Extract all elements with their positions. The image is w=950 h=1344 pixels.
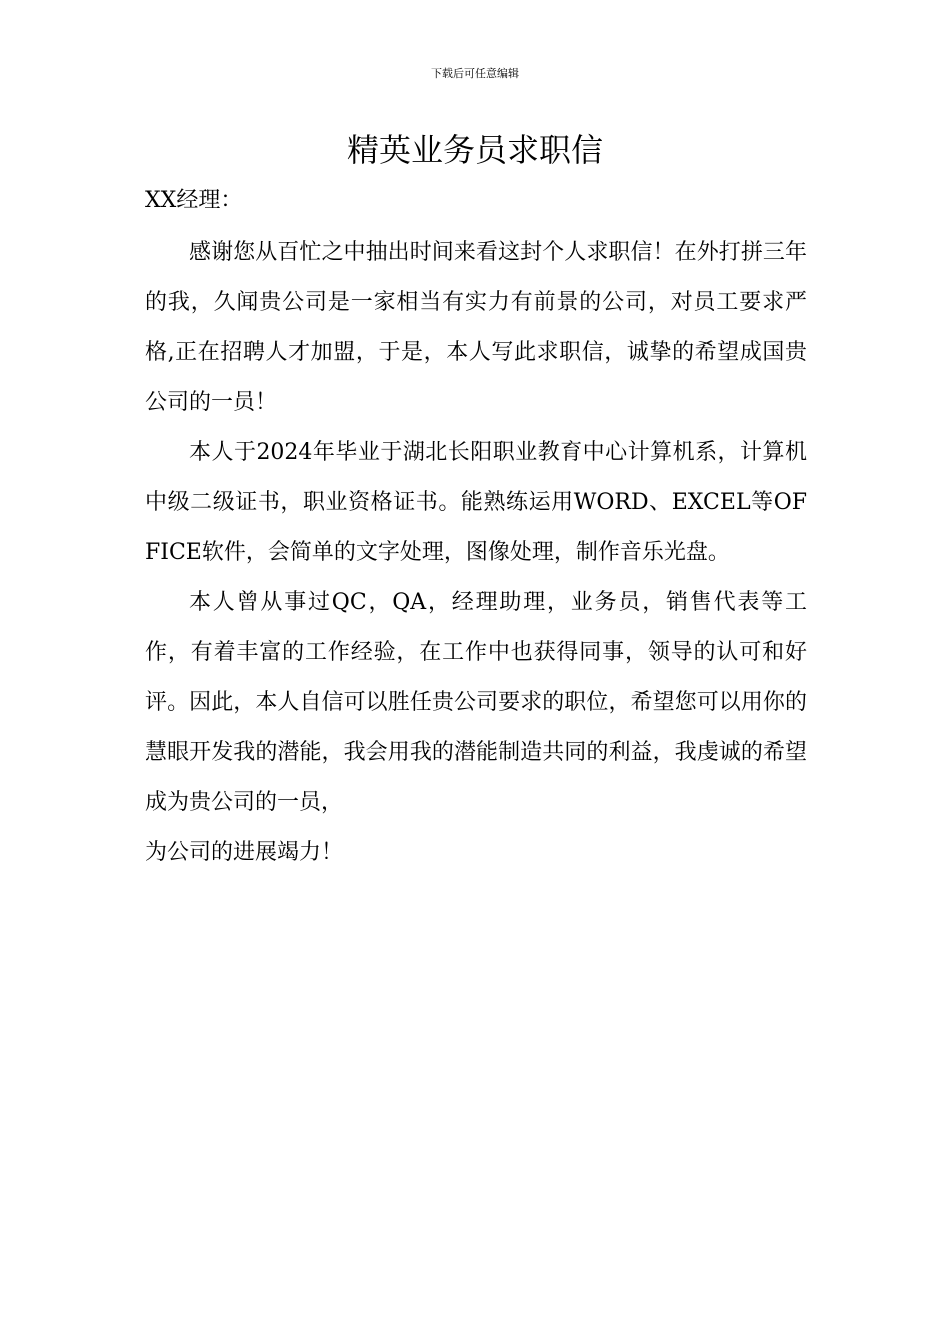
letter-body (145, 228, 807, 878)
salutation: XX经理： (145, 188, 243, 213)
paragraph-education: 本人于2024年毕业于湖北长阳职业教育中心计算机系，计算机中级二级证书，职业资格证书。能熟练运用WORD、EXCEL等OFFICE软件，会简单的文字处理，图像处理，制作音乐光盘。 (145, 440, 807, 565)
paragraph-experience: 本人曾从事过QC，QA，经理助理，业务员，销售代表等工作，有着丰富的工作经验，在工作中也获得同事，领导的认可和好评。因此，本人自信可以胜任贵公司要求的职位，希望您可以用你的慧眼开发我的潜能，我会用我的潜能制造共同的利益，我虔诚的希望成为贵公司的一员， (145, 590, 807, 815)
closing-line: 为公司的进展竭力！ (145, 840, 344, 865)
header-note: 下载后可任意编辑 (431, 67, 519, 80)
page-title: 精英业务员求职信 (346, 131, 603, 169)
paragraph-intro: 感谢您从百忙之中抽出时间来看这封个人求职信！在外打拼三年的我，久闻贵公司是一家相当有实力有前景的公司，对员工要求严格,正在招聘人才加盟，于是，本人写此求职信，诚挚的希望成国贵公司的一员！ (145, 240, 807, 415)
